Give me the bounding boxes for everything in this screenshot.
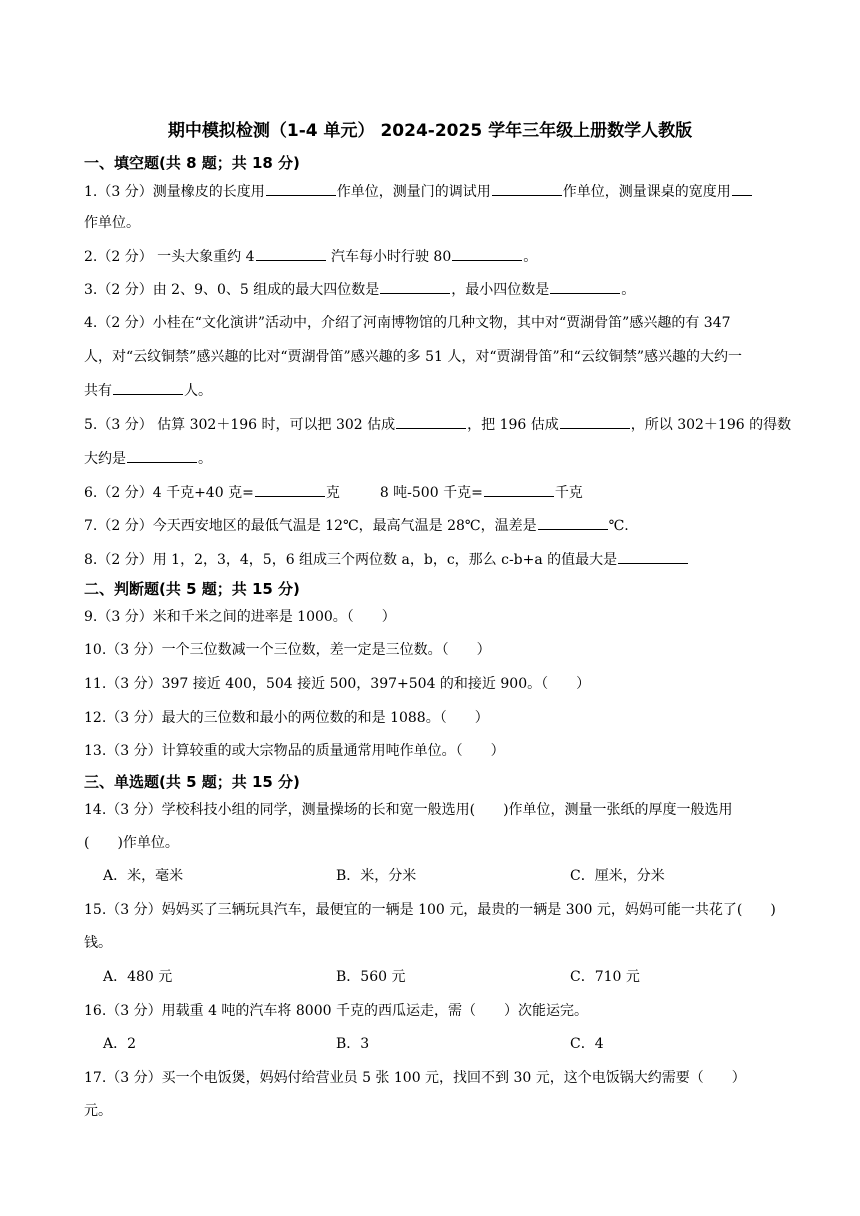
answer-blank[interactable] [484,482,554,497]
question-16: 16.（3 分）用载重 4 吨的汽车将 8000 千克的西瓜运走，需（ ）次能运完。 [84,1003,588,1019]
question-14: 14.（3 分）学校科技小组的同学，测量操场的长和宽一般选用( )作单位，测量一张纸的厚度一般选用 [84,802,733,818]
question-4-cont: 人，对“云纹铜禁”感兴趣的比对“贾湖骨笛”感兴趣的多 51 人，对“贾湖骨笛”和“云纹铜禁”感兴趣的大约一 [84,349,742,365]
answer-blank[interactable] [113,380,183,395]
question-8: 8.（2 分）用 1，2，3，4，5，6 组成三个两位数 a，b，c，那么 c-b+a 的值最大是 [84,549,689,570]
question-2: 2.（2 分） 一头大象重约 4 汽车每小时行驶 80 。 [84,246,537,267]
option-a[interactable]: A．480 元 [103,969,173,985]
answer-blank[interactable] [127,448,197,463]
question-5: 5.（3 分） 估算 302＋196 时，可以把 302 估成 ，把 196 估成 ，所以 302＋196 的得数 [84,414,791,435]
answer-blank[interactable] [618,549,688,564]
question-5-end: 大约是 。 [84,448,212,469]
question-1: 1.（3 分）测量橡皮的长度用 作单位，测量门的调试用 作单位，测量课桌的宽度用 [84,181,753,202]
question-7: 7.（2 分）今天西安地区的最低气温是 12℃，最高气温是 28℃，温差是 ℃. [84,515,629,536]
option-a[interactable]: A．米，毫米 [103,868,184,884]
question-13: 13.（3 分）计算较重的或大宗物品的质量通常用吨作单位。（ ） [84,743,505,759]
question-12: 12.（3 分）最大的三位数和最小的两位数的和是 1088。（ ） [84,710,489,726]
question-10: 10.（3 分）一个三位数减一个三位数，差一定是三位数。（ ） [84,642,491,658]
question-15: 15.（3 分）妈妈买了三辆玩具汽车，最便宜的一辆是 100 元，最贵的一辆是 300 元，妈妈可能一共花了( ) [84,902,776,918]
answer-blank[interactable] [560,414,630,429]
answer-blank[interactable] [396,414,466,429]
answer-blank[interactable] [550,279,620,294]
question-17: 17.（3 分）买一个电饭煲，妈妈付给营业员 5 张 100 元，找回不到 30 元，这个电饭锅大约需要（ ） [84,1070,746,1086]
answer-blank[interactable] [452,246,522,261]
answer-blank[interactable] [538,515,608,530]
answer-blank[interactable] [732,181,752,196]
answer-blank[interactable] [380,279,450,294]
question-9: 9.（3 分）米和千米之间的进率是 1000。（ ） [84,609,396,625]
section-single-choice: 三、单选题(共 5 题；共 15 分) [84,773,300,791]
question-17-cont: 元。 [84,1103,112,1119]
question-6: 6.（2 分）4 千克+40 克= 克 8 吨-500 千克= 千克 [84,482,583,503]
question-4-end: 共有 人。 [84,380,212,401]
section-fill-in: 一、填空题(共 8 题；共 18 分) [84,154,300,172]
question-1-cont: 作单位。 [84,215,140,231]
page-title: 期中模拟检测（1-4 单元） 2024-2025 学年三年级上册数学人教版 [167,121,693,141]
question-15-cont: 钱。 [84,935,112,951]
option-b[interactable]: B．米，分米 [336,868,417,884]
option-b[interactable]: B．560 元 [336,969,406,985]
question-14-cont: ( )作单位。 [84,835,179,851]
answer-blank[interactable] [492,181,562,196]
option-c[interactable]: C．4 [570,1036,604,1052]
question-4: 4.（2 分）小桂在“文化演讲”活动中，介绍了河南博物馆的几种文物，其中对“贾湖骨笛”感兴趣的有 347 [84,315,731,331]
option-a[interactable]: A．2 [103,1036,137,1052]
answer-blank[interactable] [266,181,336,196]
section-true-false: 二、判断题(共 5 题；共 15 分) [84,580,300,598]
option-c[interactable]: C．厘米，分米 [570,868,665,884]
option-b[interactable]: B．3 [336,1036,370,1052]
answer-blank[interactable] [256,246,326,261]
answer-blank[interactable] [255,482,325,497]
option-c[interactable]: C．710 元 [570,969,640,985]
question-3: 3.（2 分）由 2、9、0、5 组成的最大四位数是 ，最小四位数是 。 [84,279,635,300]
question-11: 11.（3 分）397 接近 400，504 接近 500，397+504 的和接近 900。（ ） [84,676,591,692]
